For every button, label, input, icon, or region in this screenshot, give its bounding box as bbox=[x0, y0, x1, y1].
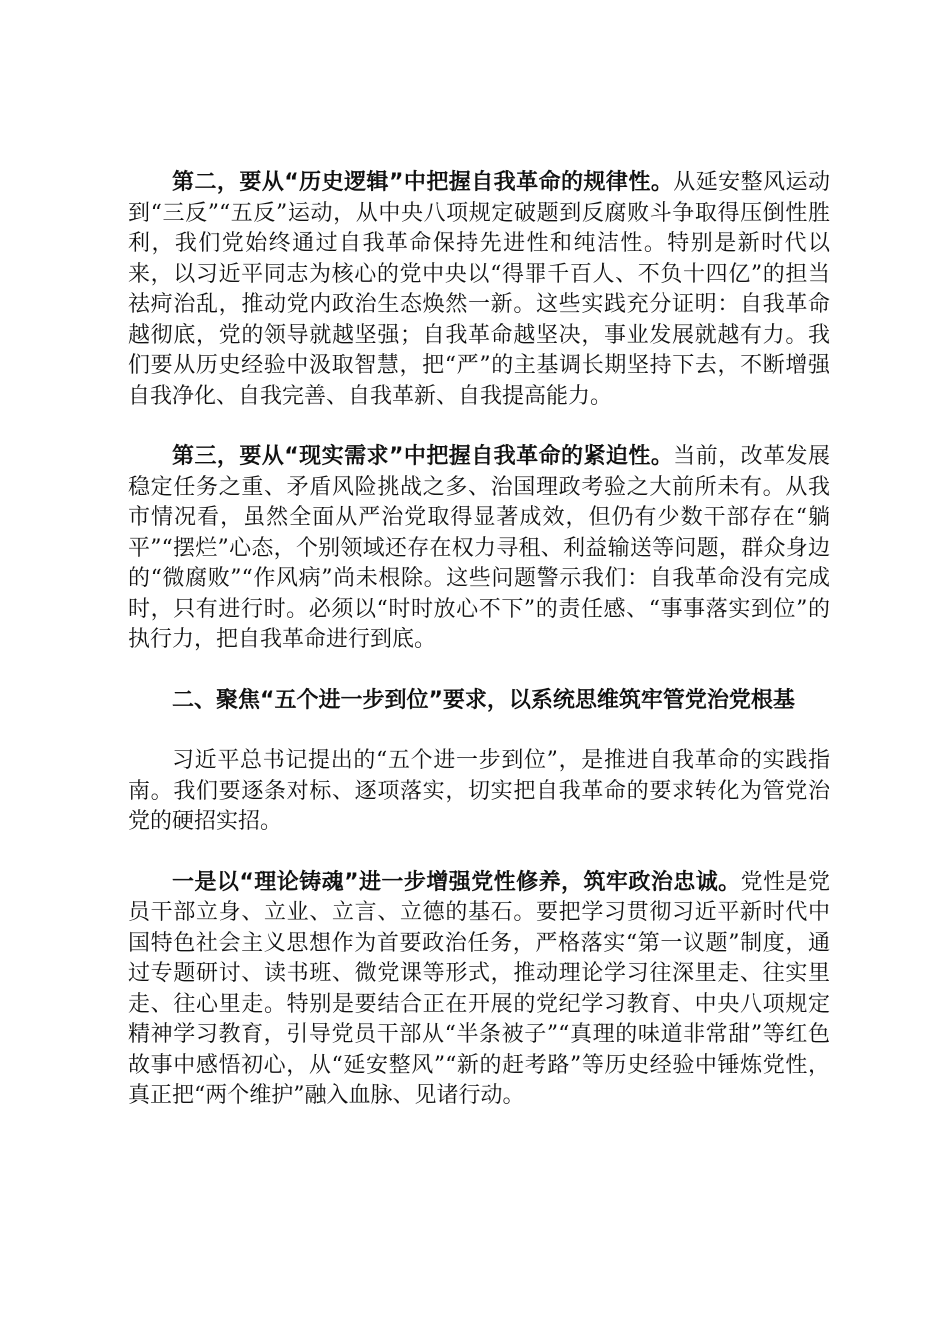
paragraph-text: 当前，改革发展稳定任务之重、矛盾风险挑战之多、治国理政考验之大前所未有。从我市情况看，虽然全面从严治党取得显著成效，但仍有少数干部存在“躺平”“摆烂”心态，个别领域还存在权力寻租、利益输送等问题，群众身边的“微腐败”“作风病”尚未根除。这些问题警示我们：自我革命没有完成时，只有进行时。必须以“时时放心不下”的责任感、“事事落实到位”的执行力，把自我革命进行到底。 bbox=[128, 444, 830, 652]
paragraph-intro bbox=[128, 746, 830, 838]
section-heading: 二、聚焦“五个进一步到位”要求，以系统思维筑牢管党治党根基 bbox=[172, 687, 795, 713]
paragraph-lead: 第二，要从“历史逻辑”中把握自我革命的规律性。 bbox=[172, 170, 674, 195]
paragraph-theory bbox=[128, 868, 830, 1112]
paragraph-text: 党性是党员干部立身、立业、立言、立德的基石。要把学习贯彻习近平新时代中国特色社会主义思想作为首要政治任务，严格落实“第一议题”制度，通过专题研讨、读书班、微党课等形式，推动理论学习往深里走、往实里走、往心里走。特别是要结合正在开展的党纪学习教育、中央八项规定精神学习教育，引导党员干部从“半条被子”“真理的味道非常甜”等红色故事中感悟初心，从“延安整风”“新的赶考路”等历史经验中锤炼党性，真正把“两个维护”融入血脉、见诸行动。 bbox=[128, 869, 830, 1108]
paragraph-historical-logic bbox=[128, 168, 830, 412]
paragraph-text: 从延安整风运动到“三反”“五反”运动，从中央八项规定破题到反腐败斗争取得压倒性胜利，我们党始终通过自我革命保持先进性和纯洁性。特别是新时代以来，以习近平同志为核心的党中央以“得罪千百人、不负十四亿”的担当祛疴治乱，推动党内政治生态焕然一新。这些实践充分证明：自我革命越彻底，党的领导就越坚强；自我革命越坚决，事业发展就越有力。我们要从历史经验中汲取智慧，把“严”的主基调长期坚持下去，不断增强自我净化、自我完善、自我革新、自我提高能力。 bbox=[128, 170, 830, 409]
paragraph-lead: 第三，要从“现实需求”中把握自我革命的紧迫性。 bbox=[172, 444, 674, 469]
paragraph-realistic-needs bbox=[128, 442, 830, 656]
document-body bbox=[128, 168, 830, 1142]
paragraph-text: 习近平总书记提出的“五个进一步到位”，是推进自我革命的实践指南。我们要逐条对标、逐项落实，切实把自我革命的要求转化为管党治党的硬招实招。 bbox=[128, 748, 830, 834]
paragraph-lead: 一是以“理论铸魂”进一步增强党性修养，筑牢政治忠诚。 bbox=[172, 869, 741, 895]
